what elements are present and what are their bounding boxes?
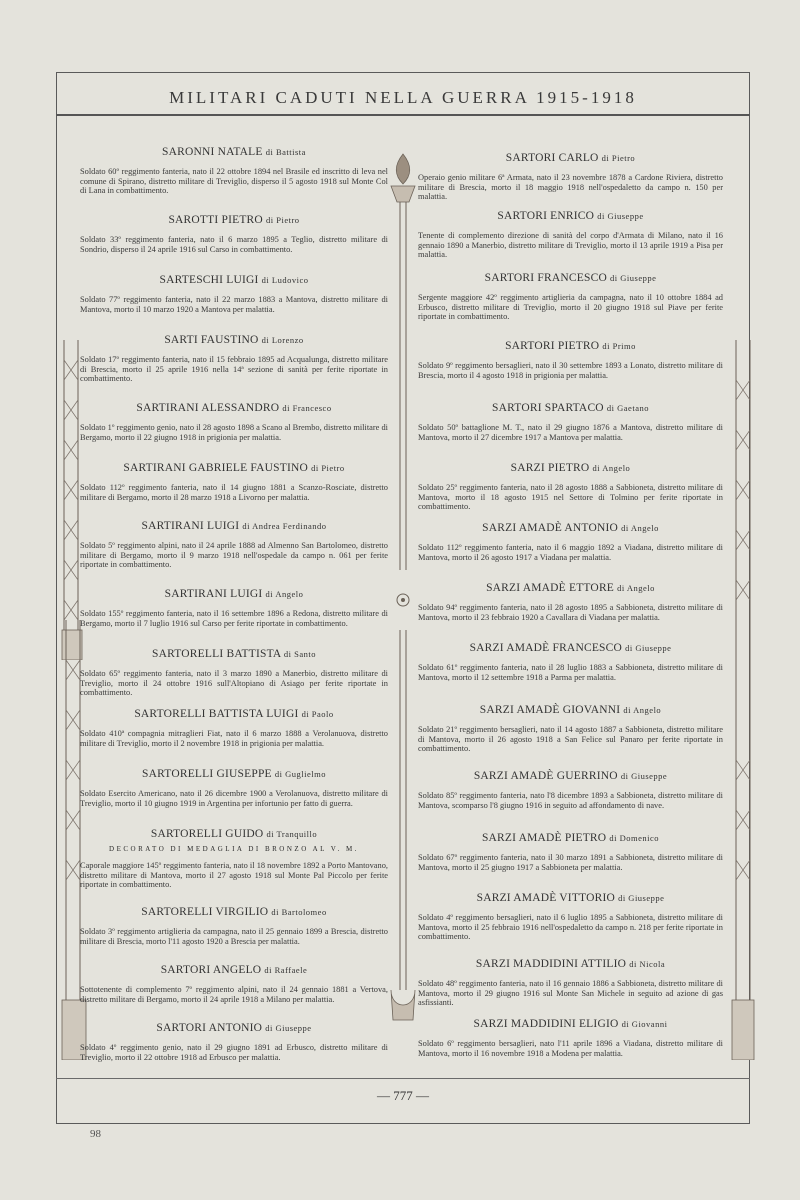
entry-text: Soldato 61º reggimento fanteria, nato il 28 luglio 1883 a Sabbioneta, distretto militare di Mantova, morto il 12 settembre 1918 a Parma per malattia.: [418, 663, 723, 682]
entry-sarti-faustino: [80, 334, 388, 384]
entry-sartori-enrico: [418, 210, 723, 260]
entry-text: Soldato 4º reggimento bersaglieri, nato il 6 luglio 1895 a Sabbioneta, distretto militare di Mantova, morto il 25 febbraio 1916 nell'ospedaletto da campo n. 218 per ferite riportate in combattimento.: [418, 913, 723, 942]
entry-text: Sergente maggiore 42º reggimento artiglieria da campagna, nato il 10 ottobre 1884 ad Erbusco, distretto militare di Treviglio, morto il 20 giugno 1918 sul Piave per ferite riportate in combattimento.: [418, 293, 723, 322]
entry-text: Soldato 17º reggimento fanteria, nato il 15 febbraio 1895 ad Acqualunga, distretto militare di Brescia, morto il 25 aprile 1916 nella 14ª sezione di sanità per ferite riportate in combattimento.: [80, 355, 388, 384]
entry-name: [80, 402, 388, 414]
entry-surname: SARZI MADDIDINI ELIGIO: [473, 1018, 619, 1030]
entry-text: Soldato 410ª compagnia mitraglieri Fiat, nato il 6 marzo 1888 a Verolanuova, distretto militare di Treviglio, morto il 2 novembre 1918 in prigionia per malattia.: [80, 729, 388, 748]
entry-name: [80, 964, 388, 976]
folio-number: 98: [90, 1128, 101, 1140]
entry-surname: SARTI FAUSTINO: [164, 334, 259, 346]
entry-surname: SARZI AMADÈ ETTORE: [486, 582, 615, 594]
entry-surname: SARONNI NATALE: [162, 146, 263, 158]
entry-name: [418, 210, 723, 222]
entry-name: [80, 274, 388, 286]
entry-text: Soldato 85º reggimento fanteria, nato l'8 dicembre 1893 a Sabbioneta, distretto militare di Mantova, scomparso l'8 giugno 1916 in seguito ad affondamento di nave.: [418, 791, 723, 810]
entry-parent: di Angelo: [592, 463, 631, 473]
entry-sartorelli-giuseppe: [80, 768, 388, 808]
entry-name: [418, 642, 723, 654]
entry-sarzi-maddidini-eligio: [418, 1018, 723, 1058]
entry-surname: SARTORI SPARTACO: [492, 402, 604, 414]
entry-sarzi-amade-guerrino: [418, 770, 723, 810]
entry-text: Soldato 21º reggimento bersaglieri, nato il 14 agosto 1887 a Sabbioneta, distretto militare di Mantova, morto il 26 agosto 1918 a San Felice sul Panaro per ferite riportate in combattimento.: [418, 725, 723, 754]
entry-parent: di Pietro: [601, 153, 636, 163]
entry-text: Soldato Esercito Americano, nato il 26 dicembre 1900 a Verolanuova, distretto militare di Treviglio, morto il 10 giugno 1919 in Argentina per infortunio per fatto di guerra.: [80, 789, 388, 808]
entry-surname: SARTORI ANGELO: [160, 964, 262, 976]
entry-text: Operaio genio militare 6ª Armata, nato il 23 novembre 1878 a Cardone Riviera, distretto militare di Brescia, morto il 18 maggio 1918 nell'ospedaletto da campo n. 150 per malattia.: [418, 173, 723, 202]
entry-parent: di Andrea Ferdinando: [242, 521, 327, 531]
entry-surname: SARTIRANI LUIGI: [164, 588, 263, 600]
entry-name: [418, 402, 723, 414]
entry-parent: di Tranquillo: [266, 829, 318, 839]
entry-name: [80, 588, 388, 600]
entry-sartori-angelo: [80, 964, 388, 1004]
entry-surname: SARZI AMADÈ VITTORIO: [476, 892, 615, 904]
entry-sarzi-maddidini-attilio: [418, 958, 723, 1008]
entry-parent: di Giuseppe: [610, 273, 657, 283]
entry-name: [418, 462, 723, 474]
entry-sartori-carlo: [418, 152, 723, 202]
entry-text: Soldato 155º reggimento fanteria, nato il 16 settembre 1896 a Redona, distretto militare di Bergamo, morto il 7 luglio 1916 sul Carso per ferite riportate in combattimento.: [80, 609, 388, 628]
entry-surname: SARZI AMADÈ GUERRINO: [473, 770, 618, 782]
entry-surname: SARTIRANI GABRIELE FAUSTINO: [123, 462, 309, 474]
entry-parent: di Ludovico: [261, 275, 309, 285]
entry-name: [80, 146, 388, 158]
entry-parent: di Angelo: [617, 583, 655, 593]
entry-text: Soldato 67º reggimento fanteria, nato il 30 marzo 1891 a Sabbioneta, distretto militare di Mantova, morto il 25 giugno 1917 a Sabbioneta per malattia.: [418, 853, 723, 872]
entry-surname: SARTORI CARLO: [505, 152, 599, 164]
entry-text: Soldato 33º reggimento fanteria, nato il 6 marzo 1895 a Teglio, distretto militare di Sondrio, disperso il 24 aprile 1916 sul Carso in combattimento.: [80, 235, 388, 254]
entry-saronni-natale: [80, 146, 388, 196]
entry-text: Soldato 9º reggimento bersaglieri, nato il 30 settembre 1893 a Lonato, distretto militare di Brescia, morto il 4 agosto 1918 in prigionia per malattia.: [418, 361, 723, 380]
entry-text: Soldato 3º reggimento artiglieria da campagna, nato il 25 gennaio 1899 a Brescia, distretto militare di Brescia, morto l'11 agosto 1920 a Brescia per malattia.: [80, 927, 388, 946]
entry-sartori-pietro: [418, 340, 723, 380]
entry-text: Soldato 112º reggimento fanteria, nato il 6 maggio 1892 a Viadana, distretto militare di Mantova, morto il 26 agosto 1917 a Viadana per malattia.: [418, 543, 723, 562]
entry-text: Soldato 4º reggimento genio, nato il 29 giugno 1891 ad Erbusco, distretto militare di Treviglio, morto il 22 ottobre 1918 ad Erbusco per malattia.: [80, 1043, 388, 1062]
entry-parent: di Raffaele: [264, 965, 308, 975]
entry-parent: di Domenico: [609, 833, 660, 843]
entry-text: Soldato 1º reggimento genio, nato il 28 agosto 1898 a Scano al Brembo, distretto militare di Bergamo, morto il 22 giugno 1918 in prigionia per malattia.: [80, 423, 388, 442]
entry-parent: di Santo: [283, 649, 316, 659]
entry-sarzi-amade-ettore: [418, 582, 723, 622]
entry-text: Sottotenente di complemento 7º reggimento alpini, nato il 24 gennaio 1881 a Vertova, distretto militare di Bergamo, morto il 24 aprile 1918 a Milano per malattia.: [80, 985, 388, 1004]
entry-parent: di Giuseppe: [620, 771, 668, 781]
entry-surname: SARTORI PIETRO: [505, 340, 600, 352]
entry-name: [418, 152, 723, 164]
entry-surname: SARZI AMADÈ GIOVANNI: [479, 704, 621, 716]
center-torch-ornament: [383, 150, 423, 1030]
entry-parent: di Guglielmo: [274, 769, 326, 779]
entry-parent: di Bartolomeo: [271, 907, 327, 917]
entry-name: [418, 832, 723, 844]
entry-sartori-spartaco: [418, 402, 723, 442]
entry-surname: SARZI AMADÈ PIETRO: [481, 832, 607, 844]
entry-sartirani-luigi-angelo: [80, 588, 388, 628]
entry-name: [418, 770, 723, 782]
entry-sarzi-amade-giovanni: [418, 704, 723, 754]
entry-sarzi-amade-francesco: [418, 642, 723, 682]
entry-surname: SARTORELLI VIRGILIO: [141, 906, 269, 918]
entry-name: [80, 1022, 388, 1034]
entry-parent: di Pietro: [266, 215, 300, 225]
entry-parent: di Giovanni: [621, 1019, 668, 1029]
entry-sarzi-pietro: [418, 462, 723, 512]
entry-text: Soldato 48º reggimento fanteria, nato il 16 gennaio 1886 a Sabbioneta, distretto militare di Mantova, morto il 29 giugno 1916 sul Monte San Michele in seguito ad azione di gas asfissianti.: [418, 979, 723, 1008]
entry-surname: SARTIRANI LUIGI: [141, 520, 240, 532]
entry-surname: SARTORELLI BATTISTA: [152, 648, 281, 660]
entry-name: [80, 214, 388, 226]
entry-text: Soldato 50º battaglione M. T., nato il 29 giugno 1876 a Mantova, distretto militare di Mantova, morto il 27 dicembre 1917 a Mantova per malattia.: [418, 423, 723, 442]
entry-name: [80, 334, 388, 346]
entry-parent: di Angelo: [623, 705, 662, 715]
entry-name: [418, 340, 723, 352]
entry-parent: di Gaetano: [606, 403, 649, 413]
entry-text: Soldato 6º reggimento bersaglieri, nato l'11 aprile 1896 a Viadana, distretto militare di Mantova, morto il 16 novembre 1918 a Modena per malattia.: [418, 1039, 723, 1058]
entry-name: [80, 708, 388, 720]
entry-text: Soldato 65º reggimento fanteria, nato il 3 marzo 1890 a Manerbio, distretto militare di Treviglio, morto il 24 ottobre 1916 sull'Altopiano di Asiago per ferite riportate in combattimento.: [80, 669, 388, 698]
title-rule: [56, 114, 750, 116]
right-pillar-ornament: [728, 340, 758, 1060]
entry-decoration: DECORATO DI MEDAGLIA DI BRONZO AL V. M.: [109, 845, 359, 853]
entry-name: [418, 522, 723, 534]
entry-parent: di Giuseppe: [618, 893, 665, 903]
entry-surname: SARTESCHI LUIGI: [159, 274, 259, 286]
entry-surname: SARTORELLI GUIDO: [150, 828, 264, 840]
entry-parent: di Primo: [602, 341, 636, 351]
entry-text: Tenente di complemento direzione di sanità del corpo d'Armata di Milano, nato il 16 gennaio 1890 a Manerbio, distretto militare di Treviglio, morto il 13 aprile 1919 a Pisa per malattia.: [418, 231, 723, 260]
entry-surname: SARTORELLI BATTISTA LUIGI: [134, 708, 299, 720]
entry-parent: di Francesco: [282, 403, 332, 413]
entry-surname: SARZI MADDIDINI ATTILIO: [475, 958, 627, 970]
entry-name: [418, 892, 723, 904]
entry-surname: SARTORELLI GIUSEPPE: [142, 768, 272, 780]
entry-parent: di Angelo: [621, 523, 659, 533]
entry-parent: di Pietro: [311, 463, 345, 473]
entry-surname: SARZI AMADÈ ANTONIO: [482, 522, 618, 534]
entry-name: [418, 582, 723, 594]
page-number: — 777 —: [377, 1088, 429, 1103]
entry-sartorelli-virgilio: [80, 906, 388, 946]
entry-name: [418, 1018, 723, 1030]
entry-name: [80, 906, 388, 918]
entry-name: [418, 704, 723, 716]
entry-name: [80, 828, 388, 840]
entry-sartorelli-guido: [80, 828, 388, 890]
entry-name: [80, 648, 388, 660]
entry-name: [80, 768, 388, 780]
entry-surname: SAROTTI PIETRO: [168, 214, 263, 226]
entry-sartirani-gabriele-faustino: [80, 462, 388, 502]
page-title: MILITARI CADUTI NELLA GUERRA 1915-1918: [169, 88, 637, 107]
entry-parent: di Giuseppe: [597, 211, 644, 221]
entry-text: Soldato 77º reggimento fanteria, nato il 22 marzo 1883 a Mantova, distretto militare di Mantova, morto il 10 marzo 1920 a Mantova per malattia.: [80, 295, 388, 314]
entry-surname: SARTORI ENRICO: [497, 210, 595, 222]
entry-parent: di Paolo: [301, 709, 334, 719]
entry-text: Soldato 94º reggimento fanteria, nato il 28 agosto 1895 a Sabbioneta, distretto militare di Mantova, morto il 23 febbraio 1920 a Cavallara di Viadana per malattia.: [418, 603, 723, 622]
entry-name: [80, 462, 388, 474]
entry-surname: SARTORI FRANCESCO: [484, 272, 607, 284]
entry-parent: di Battista: [265, 147, 306, 157]
entry-name: [418, 958, 723, 970]
entry-sarzi-amade-antonio: [418, 522, 723, 562]
entry-sarteschi-luigi: [80, 274, 388, 314]
entry-parent: di Lorenzo: [261, 335, 304, 345]
entry-sartorelli-battista: [80, 648, 388, 698]
entry-sarzi-amade-pietro: [418, 832, 723, 872]
entry-sarzi-amade-vittorio: [418, 892, 723, 942]
entry-parent: di Giuseppe: [265, 1023, 312, 1033]
entry-sartori-antonio: [80, 1022, 388, 1062]
entry-surname: SARTIRANI ALESSANDRO: [136, 402, 280, 414]
entry-text: Soldato 112º reggimento fanteria, nato il 14 giugno 1881 a Scanzo-Rosciate, distretto militare di Bergamo, morto il 28 marzo 1918 a Livorno per malattia.: [80, 483, 388, 502]
entry-sartirani-luigi-andrea: [80, 520, 388, 570]
entry-sarotti-pietro: [80, 214, 388, 254]
entry-text: Soldato 25º reggimento fanteria, nato il 28 agosto 1888 a Sabbioneta, distretto militare di Mantova, morto il 18 agosto 1915 nel Settore di Tolmino per ferite riportate in combattimento.: [418, 483, 723, 512]
entry-text: Soldato 5º reggimento alpini, nato il 24 aprile 1888 ad Almenno San Bartolomeo, distretto militare di Bergamo, morto il 9 marzo 1918 nell'ospedale da campo n. 061 per ferite riportate in combattimento.: [80, 541, 388, 570]
entry-sartori-francesco: [418, 272, 723, 322]
entry-text: Soldato 60º reggimento fanteria, nato il 22 ottobre 1894 nel Brasile ed inscritto di leva nel comune di Spirano, distretto militare di Treviglio, disperso il 5 agosto 1918 sul Monte Col di Lana in combattimento.: [80, 167, 388, 196]
entry-parent: di Nicola: [629, 959, 666, 969]
entry-parent: di Angelo: [265, 589, 304, 599]
entry-surname: SARZI AMADÈ FRANCESCO: [469, 642, 623, 654]
entry-text: Caporale maggiore 145º reggimento fanteria, nato il 18 novembre 1892 a Porto Mantovano, distretto militare di Mantova, morto il 27 agosto 1918 sul Monte Pal Piccolo per ferite riportate in combattimento.: [80, 861, 388, 890]
entry-sartorelli-battista-luigi: [80, 708, 388, 748]
entry-surname: SARTORI ANTONIO: [156, 1022, 263, 1034]
entry-sartirani-alessandro: [80, 402, 388, 442]
entry-surname: SARZI PIETRO: [510, 462, 590, 474]
entry-name: [80, 520, 388, 532]
entry-parent: di Giuseppe: [625, 643, 672, 653]
entry-name: [418, 272, 723, 284]
footer-rule: [56, 1078, 750, 1079]
